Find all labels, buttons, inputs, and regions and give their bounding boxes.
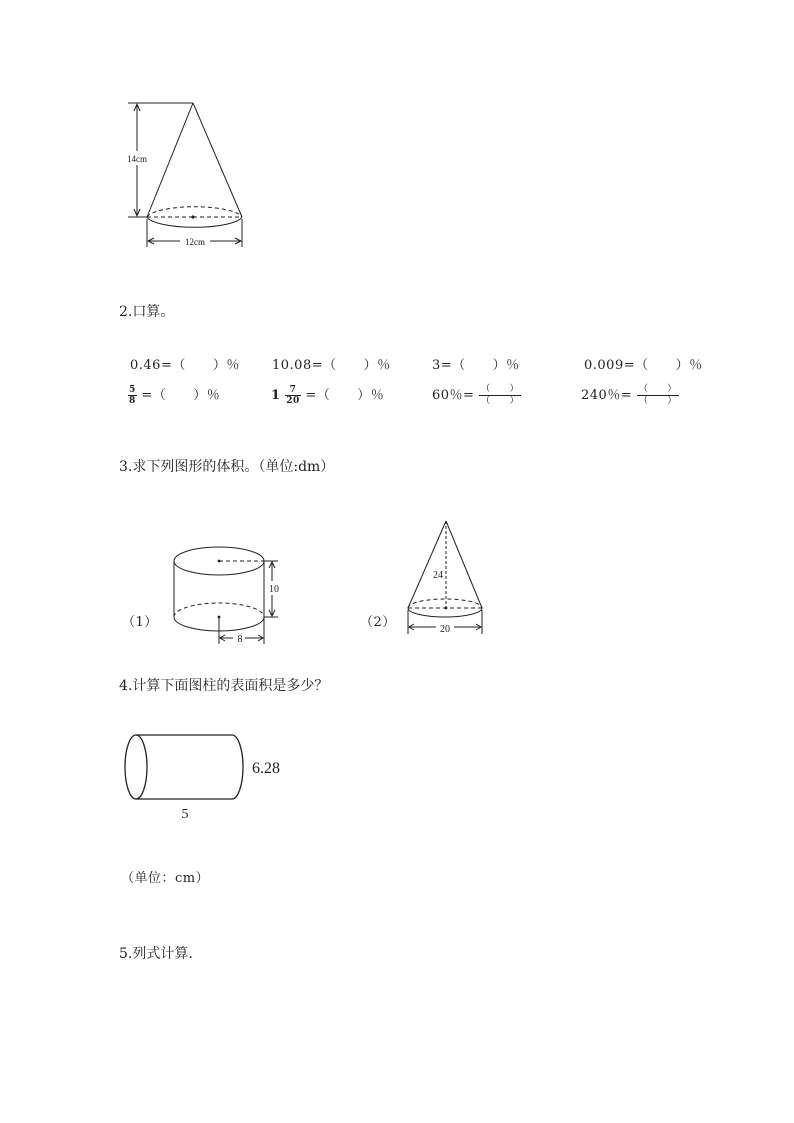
figure-label-1: （1） xyxy=(122,615,158,630)
length-label: 5 xyxy=(181,807,189,822)
calc-item-7-prefix: 60％= xyxy=(432,388,475,403)
calc-item-7 xyxy=(432,384,521,407)
calc-item-2: 10.08=（ ）％ xyxy=(272,358,391,373)
blank-denominator: （ ） xyxy=(638,396,677,406)
calc-item-8 xyxy=(581,384,679,407)
cylinder-figure xyxy=(170,540,290,650)
fraction-denominator: 20 xyxy=(286,396,300,406)
cone-figure-1 xyxy=(120,95,260,255)
fraction-numerator: 7 xyxy=(285,385,301,396)
cone-diameter-label-2: 20 xyxy=(440,624,450,635)
fraction-five-eighths xyxy=(128,385,137,406)
blank-fraction xyxy=(637,384,679,407)
blank-numerator: （ ） xyxy=(638,384,677,394)
figure-label-2: （2） xyxy=(360,615,396,630)
blank-denominator: （ ） xyxy=(481,396,520,406)
fraction-denominator: 8 xyxy=(129,396,136,406)
horizontal-cylinder-figure xyxy=(118,728,298,828)
calc-item-5 xyxy=(128,384,220,406)
calc-item-4: 0.009=（ ）％ xyxy=(584,358,703,373)
calc-item-8-prefix: 240％= xyxy=(581,388,633,403)
circumference-label: 6.28 xyxy=(252,760,280,777)
blank-fraction xyxy=(479,384,521,407)
mixed-number-whole: 1 xyxy=(271,388,281,403)
question-2-heading: 2.口算。 xyxy=(119,304,175,320)
question-5-heading: 5.列式计算. xyxy=(119,946,193,962)
cylinder-height-label: 10 xyxy=(269,584,279,595)
cone-height-label-2: 24 xyxy=(433,570,443,581)
fraction-numerator: 5 xyxy=(129,385,136,395)
calc-item-6-suffix: =（ ）％ xyxy=(305,388,385,403)
calc-item-3: 3=（ ）％ xyxy=(432,358,520,373)
cone-diameter-label: 12cm xyxy=(185,237,205,247)
unit-note: （单位：cm） xyxy=(121,871,210,886)
cylinder-radius-label: 8 xyxy=(237,634,243,645)
calc-item-1: 0.46=（ ）％ xyxy=(130,358,240,373)
calc-item-5-suffix: =（ ）％ xyxy=(141,388,221,403)
cone-figure-2 xyxy=(400,515,490,640)
fraction-seven-twentieths xyxy=(285,385,301,406)
question-4-heading: 4.计算下面图柱的表面积是多少？ xyxy=(119,678,329,694)
cone-height-label: 14cm xyxy=(127,154,147,164)
calc-item-6 xyxy=(271,384,384,406)
blank-numerator: （ ） xyxy=(481,384,520,394)
question-3-heading: 3.求下列图形的体积。（单位:dm） xyxy=(119,459,335,475)
